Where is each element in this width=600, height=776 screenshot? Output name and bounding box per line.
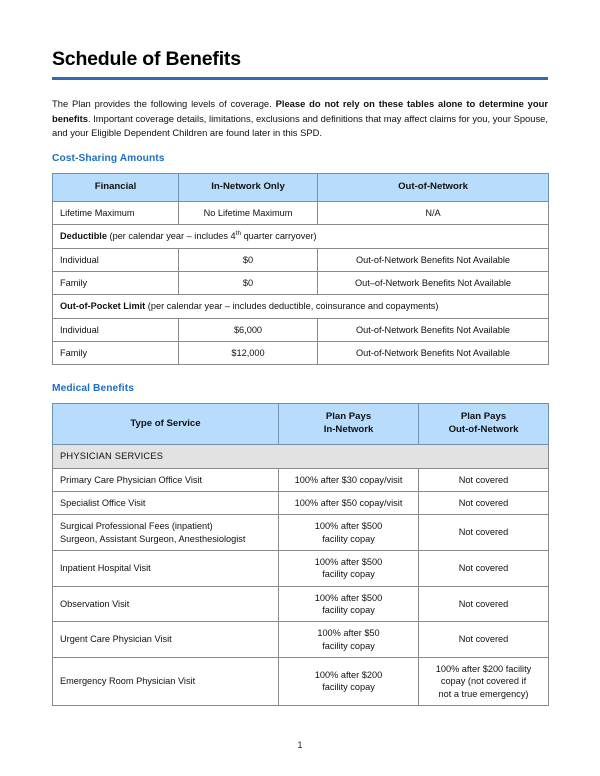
row-label: Family [53,342,179,365]
row-label: Individual [53,318,179,341]
section-label: PHYSICIAN SERVICES [53,445,549,468]
table-row [53,342,549,365]
row-label: Family [53,272,179,295]
out-of-pocket-note: (per calendar year – includes deductible, coinsurance and copayments) [145,301,439,312]
in-network-value [279,550,419,586]
table-row [53,272,549,295]
row-in-network-value: $12,000 [179,342,318,365]
row-label: Lifetime Maximum [53,202,179,225]
section-heading-medical-benefits: Medical Benefits [52,383,134,395]
table-row [53,202,549,225]
row-label: Individual [53,248,179,271]
out-of-network-value [419,657,549,705]
table-row [53,491,549,514]
row-out-of-network-value: N/A [318,202,549,225]
column-header-type-of-service: Type of Service [53,404,279,445]
deductible-heading [53,225,549,248]
row-out-of-network-value: Out–of-Network Benefits Not Available [318,272,549,295]
in-network-value [279,657,419,705]
intro-text-bold: Please do not rely on these tables alone to determine your benefits [52,98,548,124]
in-network-line-1: 100% after $500 [314,592,383,603]
header-line-1: Plan Pays [460,411,507,423]
medical-benefits-table [52,403,549,705]
header-line-1: Plan Pays [325,411,372,423]
table-row [53,622,549,658]
out-of-network-value: Not covered [419,515,549,551]
table-row [53,550,549,586]
in-network-value [279,515,419,551]
service-name: Specialist Office Visit [53,491,279,514]
column-header-plan-pays-in-network [279,404,419,445]
in-network-line-2: facility copay [322,604,375,615]
out-of-network-line-3: not a true emergency) [438,688,529,699]
table-subheading-row-deductible [53,225,549,248]
intro-paragraph [52,97,548,140]
column-header-in-network-only: In-Network Only [179,174,318,202]
out-of-pocket-heading [53,295,549,318]
intro-text-part2: . Important coverage details, limitations, exclusions and definitions that may affect claims for you, your Spouse, and your Eligible Dependent Children are found later in this SPD. [52,112,548,139]
in-network-line-1: 100% after $50 [317,628,380,639]
in-network-line-1: 100% after $500 [314,556,383,567]
deductible-note-after: quarter carryover) [241,231,317,242]
page-number: 1 [297,740,303,750]
service-name: Observation Visit [53,586,279,622]
header-line-2: In-Network [323,424,374,436]
header-line-2: Out-of-Network [448,424,519,436]
in-network-value: 100% after $50 copay/visit [279,491,419,514]
out-of-network-line-2: copay (not covered if [440,676,527,687]
row-out-of-network-value: Out-of-Network Benefits Not Available [318,248,549,271]
service-name: Urgent Care Physician Visit [53,622,279,658]
deductible-ordinal-suffix: th [235,230,242,238]
table-subheading-row-out-of-pocket [53,295,549,318]
in-network-value [279,622,419,658]
intro-text-part1: The Plan provides the following levels of coverage. [52,98,276,110]
row-out-of-network-value: Out-of-Network Benefits Not Available [318,318,549,341]
row-in-network-value: No Lifetime Maximum [179,202,318,225]
in-network-line-2: facility copay [322,533,375,544]
table-row [53,248,549,271]
section-heading-cost-sharing: Cost-Sharing Amounts [52,153,165,165]
row-in-network-value: $0 [179,248,318,271]
out-of-network-value: Not covered [419,586,549,622]
out-of-network-value: Not covered [419,468,549,491]
table-section-row-physician-services [53,445,549,468]
in-network-line-2: facility copay [322,682,375,693]
in-network-line-2: facility copay [322,569,375,580]
deductible-bold-label: Deductible [60,231,107,242]
table-row [53,468,549,491]
service-name-bold: Surgical Professional Fees [60,521,170,532]
table-row [53,657,549,705]
column-header-financial: Financial [53,174,179,202]
deductible-note-before: (per calendar year – includes 4 [106,231,236,242]
out-of-network-line-1: 100% after $200 facility [435,663,532,674]
row-out-of-network-value: Out-of-Network Benefits Not Available [318,342,549,365]
service-name: Primary Care Physician Office Visit [53,468,279,491]
out-of-network-value: Not covered [419,550,549,586]
table-row [53,318,549,341]
row-in-network-value: $0 [179,272,318,295]
in-network-value: 100% after $30 copay/visit [279,468,419,491]
in-network-line-1: 100% after $500 [314,521,383,532]
cost-sharing-table [52,173,549,365]
service-name: Emergency Room Physician Visit [53,657,279,705]
service-name-note: (inpatient) [169,521,213,532]
table-header-row [53,404,549,445]
in-network-line-1: 100% after $200 [314,670,383,681]
out-of-pocket-bold-label: Out-of-Pocket Limit [60,301,146,312]
out-of-network-value: Not covered [419,491,549,514]
in-network-value [279,586,419,622]
column-header-plan-pays-out-of-network [419,404,549,445]
table-header-row [53,174,549,202]
service-name: Inpatient Hospital Visit [53,550,279,586]
out-of-network-value: Not covered [419,622,549,658]
row-in-network-value: $6,000 [179,318,318,341]
service-name-detail: Surgeon, Assistant Surgeon, Anesthesiologist [60,533,246,544]
in-network-line-2: facility copay [322,640,375,651]
page-title: Schedule of Benefits [52,48,241,70]
table-row [53,515,549,551]
title-divider [52,77,548,80]
service-name [53,515,279,551]
table-row [53,586,549,622]
column-header-out-of-network: Out-of-Network [318,174,549,202]
